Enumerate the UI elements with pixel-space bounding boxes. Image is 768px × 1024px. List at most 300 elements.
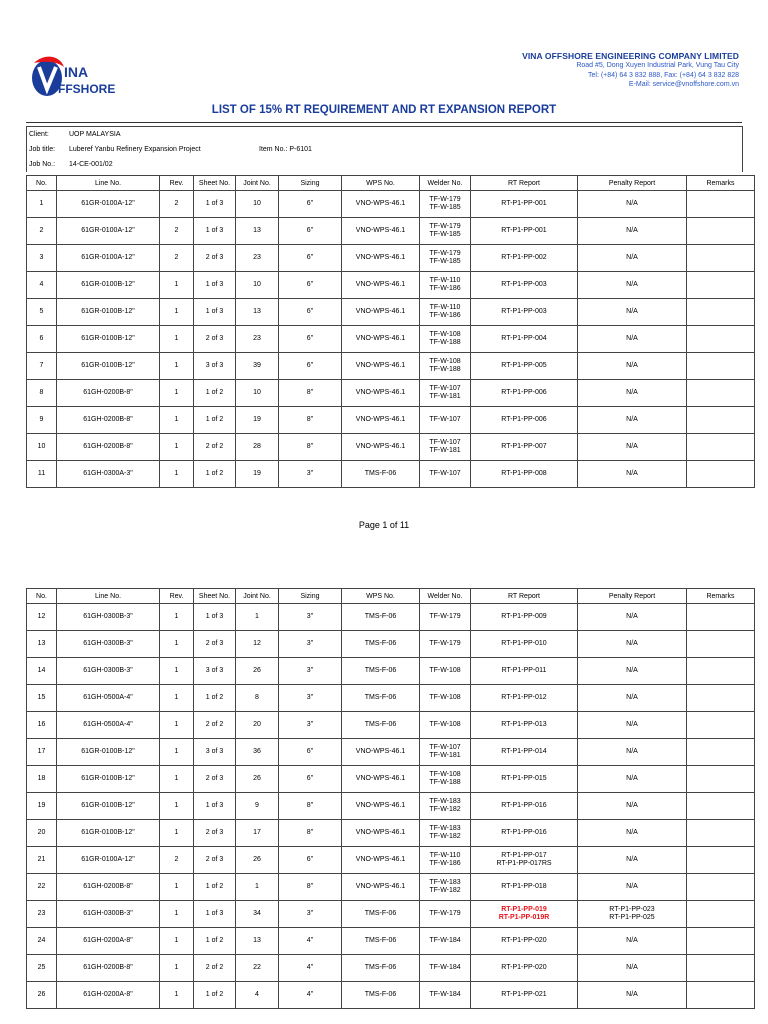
cell-rev-col: 1 (160, 955, 194, 982)
cell-rev-col: 1 (160, 272, 194, 299)
table-row (27, 631, 755, 658)
cell-rt-report-col: RT-P1-PP-004 (471, 326, 578, 353)
cell-line-no-col: 61GR-0100A-12" (57, 218, 160, 245)
cell-welder-no-col: TF-W-179 TF-W-185 (420, 191, 471, 218)
cell-line-no-col: 61GR-0100B-12" (57, 739, 160, 766)
header-penalty-report-col: Penalty Report (578, 176, 687, 191)
company-email: E-Mail: service@vnoffshore.com.vn (628, 81, 739, 88)
cell-welder-no-col: TF-W-183 TF-W-182 (420, 793, 471, 820)
cell-penalty-report-col: N/A (578, 928, 687, 955)
cell-rt-report-col: RT-P1-PP-017 RT-P1-PP-017RS (471, 847, 578, 874)
cell-sheet-no-col: 3 of 3 (194, 353, 236, 380)
cell-sheet-no-col: 1 of 2 (194, 380, 236, 407)
cell-penalty-report-col: N/A (578, 847, 687, 874)
cell-joint-no-col: 13 (236, 928, 279, 955)
cell-welder-no-col: TF-W-108 TF-W-188 (420, 766, 471, 793)
table-row (27, 820, 755, 847)
cell-penalty-report-col: N/A (578, 631, 687, 658)
cell-wps-no-col: VNO-WPS-46.1 (342, 739, 420, 766)
cell-rt-report-col: RT-P1-PP-018 (471, 874, 578, 901)
cell-welder-no-col: TF-W-107 TF-W-181 (420, 739, 471, 766)
cell-rt-report-col: RT-P1-PP-001 (471, 191, 578, 218)
header-penalty-report-col: Penalty Report (578, 589, 687, 604)
cell-no-col: 3 (27, 245, 57, 272)
cell-joint-no-col: 23 (236, 245, 279, 272)
cell-sizing-col: 8" (279, 380, 342, 407)
cell-sizing-col: 8" (279, 820, 342, 847)
cell-no-col: 17 (27, 739, 57, 766)
document-title: LIST OF 15% RT REQUIREMENT AND RT EXPANSION REPORT (211, 104, 557, 116)
cell-remarks-col (687, 820, 755, 847)
cell-sheet-no-col: 2 of 3 (194, 326, 236, 353)
cell-rev-col: 2 (160, 191, 194, 218)
header-no-col: No. (27, 176, 57, 191)
cell-rt-report-col: RT-P1-PP-001 (471, 218, 578, 245)
cell-no-col: 10 (27, 434, 57, 461)
cell-rev-col: 1 (160, 739, 194, 766)
cell-line-no-col: 61GH-0200B-8" (57, 407, 160, 434)
logo-text-bottom: FFSHORE (58, 82, 116, 96)
cell-welder-no-col: TF-W-179 (420, 604, 471, 631)
cell-rt-report-col: RT-P1-PP-006 (471, 407, 578, 434)
cell-joint-no-col: 4 (236, 982, 279, 1009)
cell-remarks-col (687, 272, 755, 299)
cell-rev-col: 1 (160, 326, 194, 353)
cell-remarks-col (687, 658, 755, 685)
job-title-value: Luberef Yanbu Refinery Expansion Project (69, 146, 201, 153)
cell-sheet-no-col: 2 of 2 (194, 712, 236, 739)
cell-joint-no-col: 12 (236, 631, 279, 658)
cell-welder-no-col: TF-W-179 TF-W-185 (420, 218, 471, 245)
cell-sheet-no-col: 1 of 2 (194, 928, 236, 955)
cell-sheet-no-col: 2 of 3 (194, 847, 236, 874)
cell-line-no-col: 61GR-0100A-12" (57, 847, 160, 874)
cell-sizing-col: 6" (279, 766, 342, 793)
cell-rt-report-col: RT-P1-PP-010 (471, 631, 578, 658)
cell-rt-report-col: RT-P1-PP-003 (471, 272, 578, 299)
cell-joint-no-col: 1 (236, 874, 279, 901)
cell-rev-col: 1 (160, 793, 194, 820)
cell-line-no-col: 61GH-0200B-8" (57, 434, 160, 461)
header-sizing-col: Sizing (279, 589, 342, 604)
cell-remarks-col (687, 631, 755, 658)
table-row (27, 847, 755, 874)
table-row (27, 218, 755, 245)
cell-joint-no-col: 10 (236, 272, 279, 299)
header-wps-no-col: WPS No. (342, 176, 420, 191)
cell-line-no-col: 61GH-0200B-8" (57, 380, 160, 407)
cell-remarks-col (687, 380, 755, 407)
cell-no-col: 19 (27, 793, 57, 820)
header-no-col: No. (27, 589, 57, 604)
cell-sizing-col: 6" (279, 739, 342, 766)
cell-line-no-col: 61GR-0100B-12" (57, 793, 160, 820)
cell-wps-no-col: VNO-WPS-46.1 (342, 272, 420, 299)
cell-rt-report-col: RT-P1-PP-011 (471, 658, 578, 685)
cell-sizing-col: 3" (279, 685, 342, 712)
cell-joint-no-col: 26 (236, 766, 279, 793)
cell-rev-col: 1 (160, 901, 194, 928)
page-number: Page 1 of 11 (358, 520, 410, 530)
cell-rev-col: 2 (160, 218, 194, 245)
cell-welder-no-col: TF-W-179 TF-W-185 (420, 245, 471, 272)
cell-no-col: 16 (27, 712, 57, 739)
header-joint-no-col: Joint No. (236, 589, 279, 604)
cell-joint-no-col: 34 (236, 901, 279, 928)
table-row (27, 407, 755, 434)
cell-remarks-col (687, 299, 755, 326)
cell-no-col: 14 (27, 658, 57, 685)
cell-wps-no-col: VNO-WPS-46.1 (342, 434, 420, 461)
cell-rt-report-col: RT-P1-PP-003 (471, 299, 578, 326)
cell-sheet-no-col: 3 of 3 (194, 739, 236, 766)
cell-rt-report-col: RT-P1-PP-016 (471, 793, 578, 820)
cell-no-col: 25 (27, 955, 57, 982)
rt-table-page-1 (26, 175, 755, 488)
table-row (27, 658, 755, 685)
cell-rev-col: 1 (160, 434, 194, 461)
cell-rt-report-col: RT-P1-PP-013 (471, 712, 578, 739)
cell-line-no-col: 61GH-0300B-3" (57, 604, 160, 631)
cell-remarks-col (687, 218, 755, 245)
cell-line-no-col: 61GH-0500A-4" (57, 685, 160, 712)
cell-joint-no-col: 10 (236, 191, 279, 218)
header-welder-no-col: Welder No. (420, 176, 471, 191)
cell-penalty-report-col: N/A (578, 955, 687, 982)
cell-sizing-col: 6" (279, 191, 342, 218)
cell-welder-no-col: TF-W-107 (420, 461, 471, 488)
report-page-2 (0, 586, 768, 1024)
cell-penalty-report-col: N/A (578, 874, 687, 901)
cell-wps-no-col: VNO-WPS-46.1 (342, 847, 420, 874)
cell-penalty-report-col: N/A (578, 407, 687, 434)
cell-joint-no-col: 9 (236, 793, 279, 820)
cell-remarks-col (687, 685, 755, 712)
cell-rt-report-col: RT-P1-PP-007 (471, 434, 578, 461)
cell-line-no-col: 61GH-0300B-3" (57, 658, 160, 685)
cell-rt-report-col: RT-P1-PP-012 (471, 685, 578, 712)
cell-sizing-col: 6" (279, 272, 342, 299)
cell-joint-no-col: 19 (236, 407, 279, 434)
cell-penalty-report-col: N/A (578, 353, 687, 380)
cell-wps-no-col: VNO-WPS-46.1 (342, 874, 420, 901)
job-title-row (27, 142, 742, 157)
cell-sizing-col: 3" (279, 658, 342, 685)
cell-penalty-report-col: N/A (578, 820, 687, 847)
table-header-row (27, 176, 755, 191)
cell-rev-col: 1 (160, 604, 194, 631)
cell-remarks-col (687, 191, 755, 218)
table-row (27, 380, 755, 407)
header-remarks-col: Remarks (687, 589, 755, 604)
cell-rev-col: 1 (160, 407, 194, 434)
cell-line-no-col: 61GH-0200A-8" (57, 982, 160, 1009)
cell-rev-col: 2 (160, 847, 194, 874)
cell-sheet-no-col: 1 of 2 (194, 407, 236, 434)
cell-wps-no-col: TMS-F-06 (342, 955, 420, 982)
table-row (27, 461, 755, 488)
cell-remarks-col (687, 326, 755, 353)
cell-sheet-no-col: 1 of 2 (194, 685, 236, 712)
cell-welder-no-col: TF-W-108 TF-W-188 (420, 326, 471, 353)
cell-sizing-col: 8" (279, 407, 342, 434)
cell-rt-report-col: RT-P1-PP-005 (471, 353, 578, 380)
company-logo (30, 53, 116, 99)
cell-penalty-report-col: N/A (578, 604, 687, 631)
table-row (27, 955, 755, 982)
cell-rev-col: 1 (160, 631, 194, 658)
job-info-block (26, 126, 743, 172)
cell-wps-no-col: VNO-WPS-46.1 (342, 820, 420, 847)
job-no-row (27, 157, 742, 172)
cell-sheet-no-col: 1 of 3 (194, 191, 236, 218)
cell-joint-no-col: 28 (236, 434, 279, 461)
cell-welder-no-col: TF-W-183 TF-W-182 (420, 874, 471, 901)
cell-wps-no-col: VNO-WPS-46.1 (342, 218, 420, 245)
cell-penalty-report-col: N/A (578, 712, 687, 739)
cell-rt-report-col: RT-P1-PP-020 (471, 928, 578, 955)
cell-sizing-col: 3" (279, 712, 342, 739)
cell-line-no-col: 61GH-0300A-3" (57, 461, 160, 488)
cell-no-col: 9 (27, 407, 57, 434)
cell-sheet-no-col: 1 of 3 (194, 299, 236, 326)
company-name: VINA OFFSHORE ENGINEERING COMPANY LIMITED (522, 51, 739, 61)
cell-welder-no-col: TF-W-184 (420, 982, 471, 1009)
cell-rev-col: 1 (160, 928, 194, 955)
table-row (27, 272, 755, 299)
cell-remarks-col (687, 847, 755, 874)
cell-rt-report-col: RT-P1-PP-016 (471, 820, 578, 847)
cell-wps-no-col: VNO-WPS-46.1 (342, 326, 420, 353)
cell-sizing-col: 8" (279, 793, 342, 820)
client-value: UOP MALAYSIA (69, 131, 121, 138)
cell-no-col: 7 (27, 353, 57, 380)
cell-no-col: 6 (27, 326, 57, 353)
cell-sheet-no-col: 1 of 2 (194, 874, 236, 901)
cell-sizing-col: 6" (279, 353, 342, 380)
cell-sheet-no-col: 2 of 3 (194, 820, 236, 847)
cell-penalty-report-col: N/A (578, 793, 687, 820)
table-row (27, 928, 755, 955)
cell-remarks-col (687, 982, 755, 1009)
cell-no-col: 23 (27, 901, 57, 928)
company-info (522, 51, 739, 90)
cell-wps-no-col: VNO-WPS-46.1 (342, 245, 420, 272)
cell-sheet-no-col: 1 of 3 (194, 272, 236, 299)
cell-sizing-col: 6" (279, 245, 342, 272)
company-address: Road #5, Dong Xuyen Industrial Park, Vung Tau City (576, 62, 739, 69)
cell-sizing-col: 4" (279, 928, 342, 955)
cell-sizing-col: 6" (279, 847, 342, 874)
cell-penalty-report-col: N/A (578, 739, 687, 766)
cell-line-no-col: 61GH-0300B-3" (57, 631, 160, 658)
cell-penalty-report-col: N/A (578, 191, 687, 218)
table-row (27, 191, 755, 218)
cell-remarks-col (687, 712, 755, 739)
cell-sheet-no-col: 2 of 3 (194, 245, 236, 272)
cell-welder-no-col: TF-W-110 TF-W-186 (420, 272, 471, 299)
header-line-no-col: Line No. (57, 176, 160, 191)
cell-line-no-col: 61GH-0200B-8" (57, 955, 160, 982)
cell-welder-no-col: TF-W-107 TF-W-181 (420, 434, 471, 461)
cell-remarks-col (687, 874, 755, 901)
cell-remarks-col (687, 739, 755, 766)
cell-no-col: 5 (27, 299, 57, 326)
cell-sizing-col: 8" (279, 434, 342, 461)
header-welder-no-col: Welder No. (420, 589, 471, 604)
cell-wps-no-col: TMS-F-06 (342, 928, 420, 955)
cell-no-col: 8 (27, 380, 57, 407)
cell-rev-col: 2 (160, 245, 194, 272)
cell-no-col: 22 (27, 874, 57, 901)
cell-line-no-col: 61GR-0100B-12" (57, 272, 160, 299)
cell-wps-no-col: TMS-F-06 (342, 658, 420, 685)
table-row (27, 766, 755, 793)
cell-welder-no-col: TF-W-108 TF-W-188 (420, 353, 471, 380)
cell-wps-no-col: TMS-F-06 (342, 631, 420, 658)
cell-wps-no-col: VNO-WPS-46.1 (342, 407, 420, 434)
table-row (27, 434, 755, 461)
cell-no-col: 13 (27, 631, 57, 658)
cell-rt-report-col: RT-P1-PP-015 (471, 766, 578, 793)
cell-sizing-col: 8" (279, 874, 342, 901)
header-line-no-col: Line No. (57, 589, 160, 604)
cell-rev-col: 1 (160, 982, 194, 1009)
cell-remarks-col (687, 245, 755, 272)
cell-sizing-col: 3" (279, 604, 342, 631)
cell-rev-col: 1 (160, 461, 194, 488)
header-sheet-no-col: Sheet No. (194, 176, 236, 191)
cell-welder-no-col: TF-W-107 TF-W-181 (420, 380, 471, 407)
cell-joint-no-col: 10 (236, 380, 279, 407)
cell-remarks-col (687, 434, 755, 461)
cell-rev-col: 1 (160, 766, 194, 793)
header-remarks-col: Remarks (687, 176, 755, 191)
cell-penalty-report-col: N/A (578, 299, 687, 326)
cell-rev-col: 1 (160, 685, 194, 712)
table-row (27, 739, 755, 766)
cell-remarks-col (687, 407, 755, 434)
cell-penalty-report-col: N/A (578, 658, 687, 685)
cell-rt-report-col: RT-P1-PP-019 RT-P1-PP-019R (471, 901, 578, 928)
cell-joint-no-col: 20 (236, 712, 279, 739)
cell-sizing-col: 6" (279, 218, 342, 245)
cell-welder-no-col: TF-W-183 TF-W-182 (420, 820, 471, 847)
cell-penalty-report-col: N/A (578, 380, 687, 407)
cell-rt-report-col: RT-P1-PP-006 (471, 380, 578, 407)
cell-line-no-col: 61GR-0100B-12" (57, 766, 160, 793)
cell-sheet-no-col: 2 of 2 (194, 955, 236, 982)
cell-joint-no-col: 1 (236, 604, 279, 631)
cell-wps-no-col: TMS-F-06 (342, 901, 420, 928)
cell-rt-report-col: RT-P1-PP-014 (471, 739, 578, 766)
header-rev-col: Rev. (160, 589, 194, 604)
cell-rt-report-col: RT-P1-PP-021 (471, 982, 578, 1009)
cell-wps-no-col: TMS-F-06 (342, 982, 420, 1009)
cell-no-col: 20 (27, 820, 57, 847)
cell-penalty-report-col: N/A (578, 685, 687, 712)
page-break (0, 550, 768, 586)
cell-line-no-col: 61GR-0100B-12" (57, 820, 160, 847)
cell-joint-no-col: 26 (236, 658, 279, 685)
cell-sheet-no-col: 2 of 2 (194, 434, 236, 461)
table-row (27, 874, 755, 901)
cell-welder-no-col: TF-W-179 (420, 631, 471, 658)
header-sheet-no-col: Sheet No. (194, 589, 236, 604)
cell-welder-no-col: TF-W-107 (420, 407, 471, 434)
cell-penalty-report-col: N/A (578, 461, 687, 488)
cell-joint-no-col: 22 (236, 955, 279, 982)
cell-remarks-col (687, 766, 755, 793)
cell-welder-no-col: TF-W-184 (420, 955, 471, 982)
cell-sheet-no-col: 1 of 3 (194, 218, 236, 245)
cell-joint-no-col: 8 (236, 685, 279, 712)
cell-no-col: 1 (27, 191, 57, 218)
cell-sheet-no-col: 1 of 3 (194, 901, 236, 928)
cell-no-col: 11 (27, 461, 57, 488)
company-phone: Tel: (+84) 64 3 832 888, Fax: (+84) 64 3 832 828 (588, 71, 739, 79)
item-no: Item No.: P-6101 (259, 146, 312, 153)
cell-remarks-col (687, 793, 755, 820)
cell-no-col: 21 (27, 847, 57, 874)
cell-joint-no-col: 39 (236, 353, 279, 380)
cell-sizing-col: 3" (279, 901, 342, 928)
table-row (27, 685, 755, 712)
job-no-value: 14-CE-001/02 (69, 161, 113, 168)
cell-welder-no-col: TF-W-179 (420, 901, 471, 928)
cell-joint-no-col: 13 (236, 218, 279, 245)
cell-sizing-col: 6" (279, 299, 342, 326)
header-rt-report-col: RT Report (471, 176, 578, 191)
cell-penalty-report-col: N/A (578, 326, 687, 353)
cell-penalty-report-col: N/A (578, 245, 687, 272)
cell-sheet-no-col: 2 of 3 (194, 766, 236, 793)
cell-welder-no-col: TF-W-184 (420, 928, 471, 955)
cell-no-col: 12 (27, 604, 57, 631)
cell-rt-report-col: RT-P1-PP-020 (471, 955, 578, 982)
cell-penalty-report-col: N/A (578, 434, 687, 461)
cell-rev-col: 1 (160, 658, 194, 685)
cell-rt-report-col: RT-P1-PP-009 (471, 604, 578, 631)
cell-rev-col: 1 (160, 380, 194, 407)
cell-rt-report-col: RT-P1-PP-008 (471, 461, 578, 488)
cell-sizing-col: 3" (279, 631, 342, 658)
cell-wps-no-col: VNO-WPS-46.1 (342, 353, 420, 380)
header-joint-no-col: Joint No. (236, 176, 279, 191)
cell-sheet-no-col: 1 of 2 (194, 982, 236, 1009)
cell-line-no-col: 61GH-0200A-8" (57, 928, 160, 955)
cell-joint-no-col: 36 (236, 739, 279, 766)
cell-line-no-col: 61GH-0300B-3" (57, 901, 160, 928)
cell-remarks-col (687, 955, 755, 982)
cell-line-no-col: 61GH-0200B-8" (57, 874, 160, 901)
cell-rt-report-col: RT-P1-PP-002 (471, 245, 578, 272)
cell-joint-no-col: 17 (236, 820, 279, 847)
cell-joint-no-col: 23 (236, 326, 279, 353)
table-row (27, 604, 755, 631)
cell-sheet-no-col: 1 of 3 (194, 793, 236, 820)
cell-penalty-report-col: N/A (578, 272, 687, 299)
cell-remarks-col (687, 901, 755, 928)
cell-remarks-col (687, 928, 755, 955)
cell-rev-col: 1 (160, 299, 194, 326)
cell-wps-no-col: VNO-WPS-46.1 (342, 793, 420, 820)
cell-welder-no-col: TF-W-108 (420, 685, 471, 712)
table-row (27, 793, 755, 820)
cell-wps-no-col: TMS-F-06 (342, 685, 420, 712)
cell-wps-no-col: TMS-F-06 (342, 604, 420, 631)
cell-joint-no-col: 19 (236, 461, 279, 488)
